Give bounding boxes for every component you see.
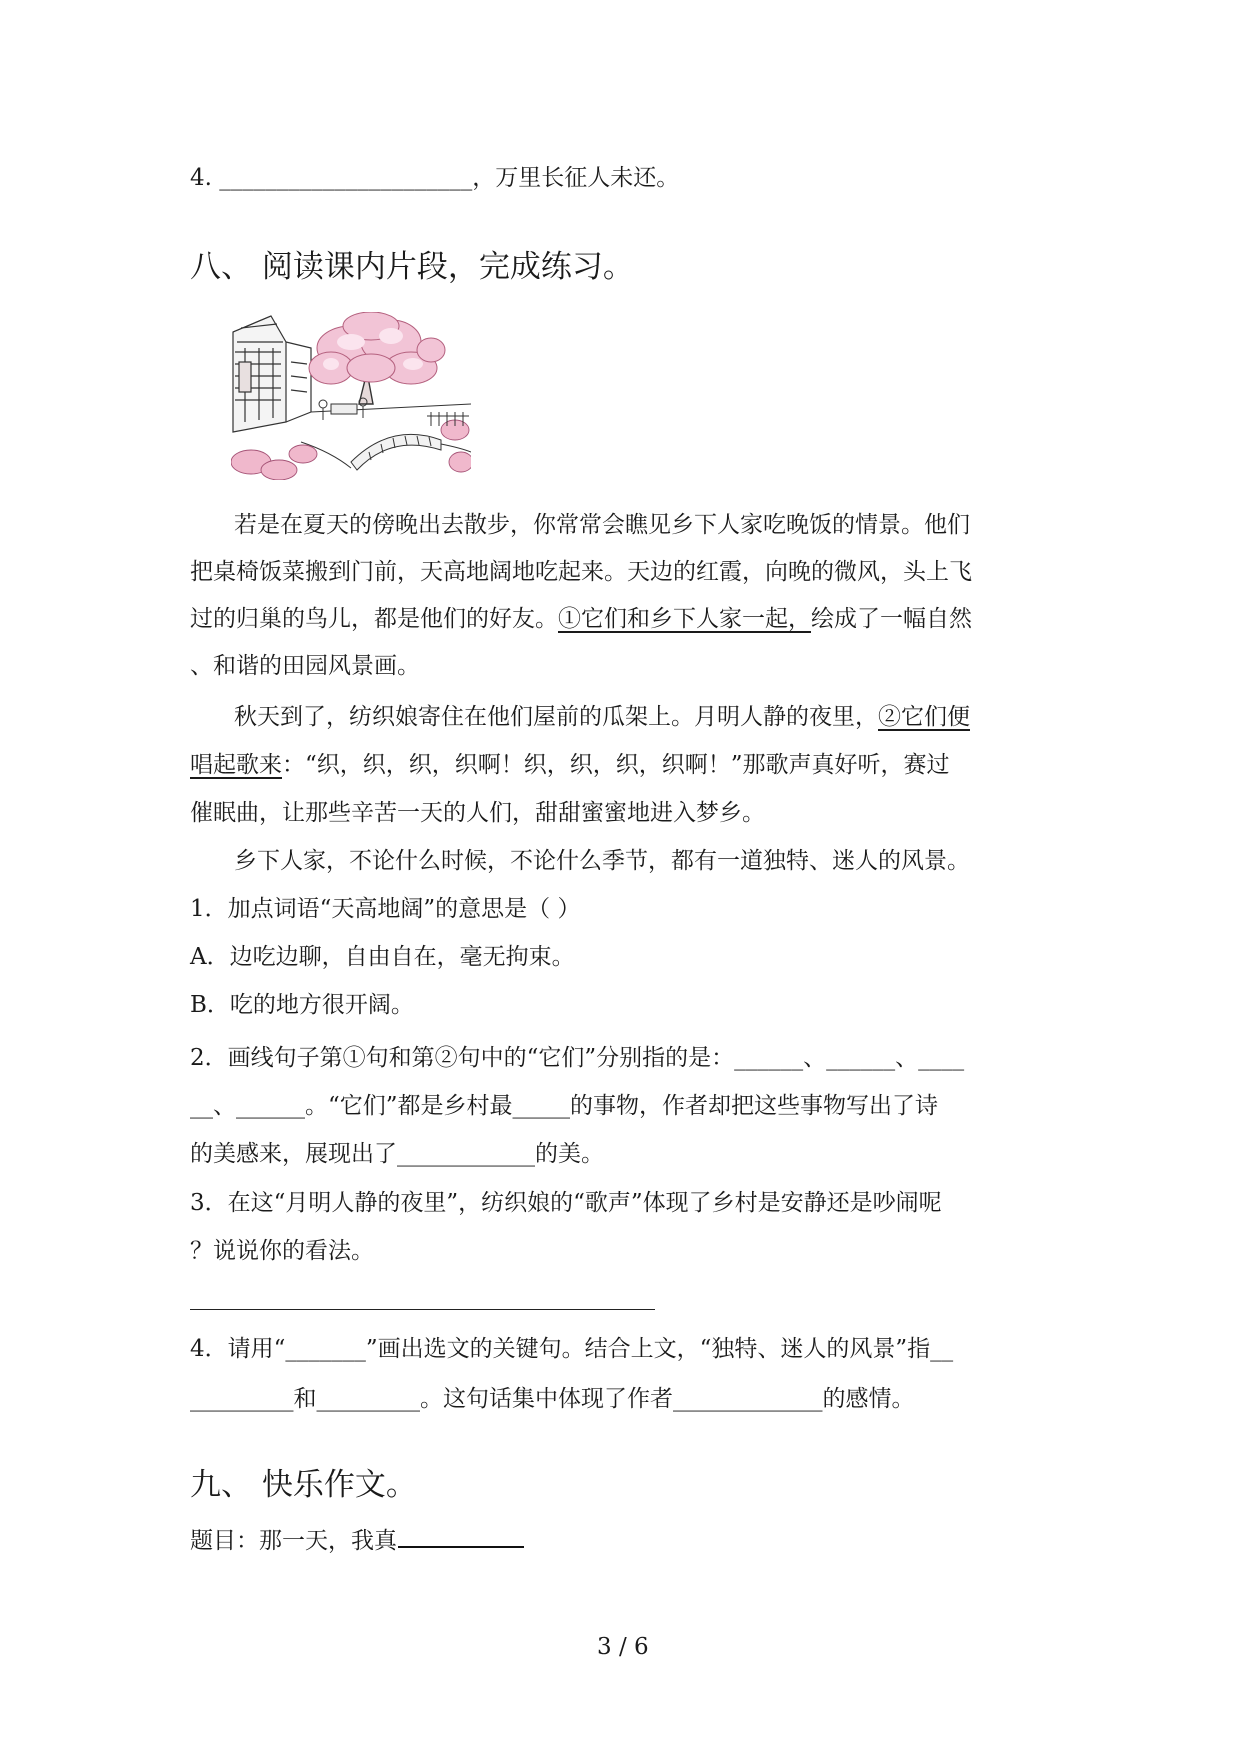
question-1-option-a[interactable]: A．边吃边聊，自由自在，毫无拘束。 bbox=[190, 944, 575, 970]
passage-p2-line3: 催眠曲，让那些辛苦一天的人们，甜甜蜜蜜地进入梦乡。 bbox=[190, 800, 765, 826]
passage-p1-line3 bbox=[190, 604, 972, 634]
page-number: 3 / 6 bbox=[597, 1634, 649, 1660]
question-number: 4. bbox=[190, 165, 212, 191]
passage-p1-line4: 、和谐的田园风景画。 bbox=[190, 653, 420, 679]
section-9-heading: 九、 快乐作文。 bbox=[190, 1467, 417, 1503]
question-4-line1: 4．请用“_______”画出选文的关键句。结合上文，“独特、迷人的风景”指__ bbox=[190, 1336, 954, 1362]
passage-p1-line1: 若是在夏天的傍晚出去散步，你常常会瞧见乡下人家吃晚饭的情景。他们 bbox=[234, 512, 970, 538]
passage-p2-line1 bbox=[234, 702, 970, 732]
composition-title-prompt bbox=[190, 1522, 524, 1556]
underlined-sentence-1: ①它们和乡下人家一起， bbox=[558, 606, 811, 632]
passage-text: 过的归巢的鸟儿，都是他们的好友。 bbox=[190, 606, 558, 632]
question-3-line2: ？说说你的看法。 bbox=[190, 1238, 374, 1264]
poem-text: ，万里长征人未还。 bbox=[472, 165, 680, 191]
passage-text: ：“织，织，织，织啊！织，织，织，织啊！”那歌声真好听，赛过 bbox=[282, 752, 950, 778]
question-1-option-b[interactable]: B．吃的地方很开阔。 bbox=[190, 992, 414, 1018]
section-8-heading: 八、 阅读课内片段，完成练习。 bbox=[190, 249, 634, 285]
passage-p2-line2 bbox=[190, 750, 950, 780]
village-tree-illustration bbox=[231, 312, 471, 480]
composition-title-blank[interactable] bbox=[398, 1522, 524, 1548]
passage-p3-line1: 乡下人家，不论什么时候，不论什么季节，都有一道独特、迷人的风景。 bbox=[234, 848, 970, 874]
question-1: 1．加点词语“天高地阔”的意思是（ ） bbox=[190, 896, 581, 922]
question-3-line1: 3．在这“月明人静的夜里”，纺织娘的“歌声”体现了乡村是安静还是吵闹呢 bbox=[190, 1190, 942, 1216]
answer-line[interactable] bbox=[190, 1309, 655, 1310]
question-2-line1: 2．画线句子第①句和第②句中的“它们”分别指的是：______、______、____ bbox=[190, 1045, 965, 1071]
question-4-line2: _________和_________。这句话集中体现了作者_____________的感情。 bbox=[190, 1386, 915, 1412]
passage-p1-line2: 把桌椅饭菜搬到门前，天高地阔地吃起来。天边的红霞，向晚的微风，头上飞 bbox=[190, 559, 972, 585]
poem-fill-line-4 bbox=[190, 163, 679, 193]
passage-text: 秋天到了，纺织娘寄住在他们屋前的瓜架上。月明人静的夜里， bbox=[234, 704, 878, 730]
underlined-sentence-2-start: ②它们便 bbox=[878, 704, 970, 730]
underlined-sentence-2-end: 唱起歌来 bbox=[190, 752, 282, 778]
question-2-line3: 的美感来，展现出了____________的美。 bbox=[190, 1141, 604, 1167]
question-2-line2: __、______。“它们”都是乡村最_____的事物，作者却把这些事物写出了诗 bbox=[190, 1093, 939, 1119]
passage-text: 绘成了一幅自然 bbox=[811, 606, 972, 632]
answer-blank[interactable]: ______________________ bbox=[219, 165, 473, 191]
composition-title-text: 题目：那一天，我真 bbox=[190, 1528, 397, 1554]
